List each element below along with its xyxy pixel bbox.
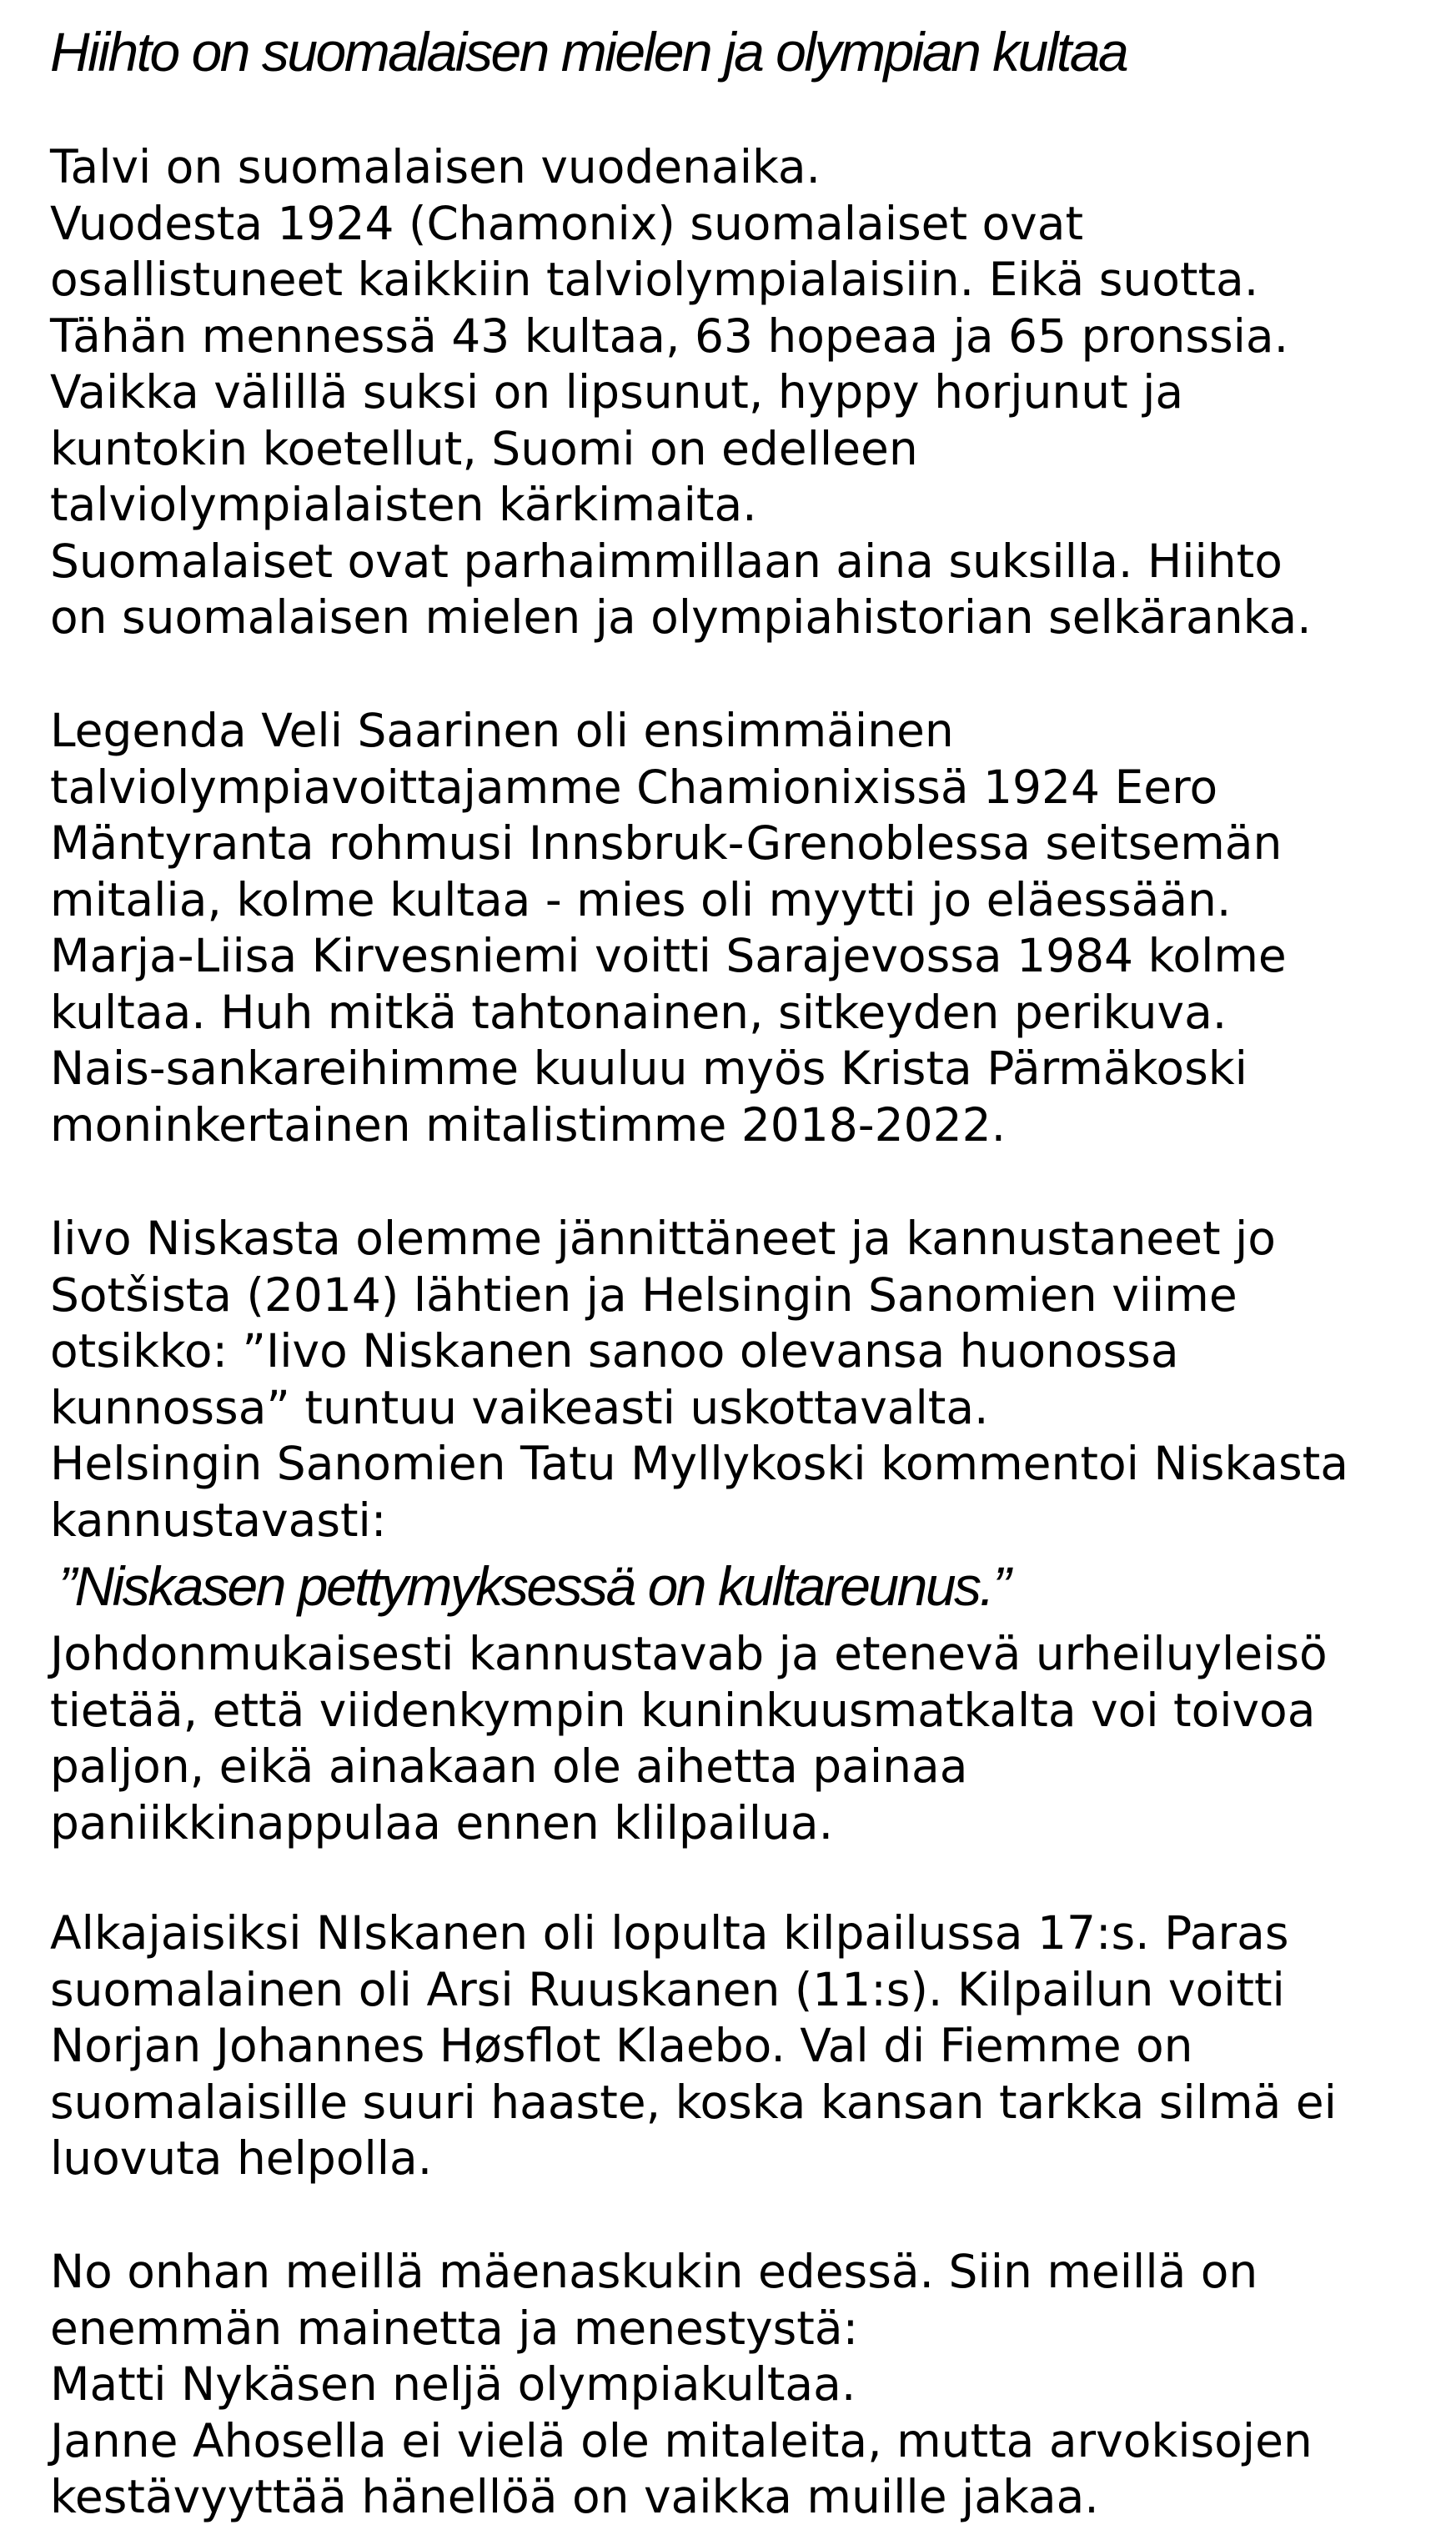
text-line: Marja-Liisa Kirvesniemi voitti Sarajevossa 1984 kolme <box>50 929 1287 982</box>
paragraph-audience <box>50 1626 1328 1851</box>
text-line: Helsingin Sanomien Tatu Myllykoski kommentoi Niskasta <box>50 1437 1348 1490</box>
text-line: Matti Nykäsen neljä olympiakultaa. <box>50 2357 856 2411</box>
text-line: Alkajaisiksi NIskanen oli lopulta kilpailussa 17:s. Paras <box>50 1906 1289 1960</box>
text-line: talviolympialaisten kärkimaita. <box>50 478 757 531</box>
text-line: Iivo Niskasta olemme jännittäneet ja kannustaneet jo <box>50 1212 1276 1265</box>
text-line: Vuodesta 1924 (Chamonix) suomalaiset ovat <box>50 196 1084 250</box>
text-line: Talvi on suomalaisen vuodenaika. <box>50 140 821 193</box>
text-line: luovuta helpolla. <box>50 2131 433 2185</box>
text-line: paljon, eikä ainakaan ole aihetta painaa <box>50 1739 968 1793</box>
text-line: Tähän mennessä 43 kultaa, 63 hopeaa ja 65 pronssia. <box>50 309 1289 363</box>
text-line: kestävyyttää hänellöä on vaikka muille jakaa. <box>50 2470 1099 2523</box>
pull-quote: ”Niskasen pettymyksessä on kultareunus.” <box>58 1555 1009 1617</box>
paragraph-olympic-history <box>50 139 1312 646</box>
text-line: suomalaisille suuri haaste, koska kansan tarkka silmä ei <box>50 2075 1337 2129</box>
text-line: kultaa. Huh mitkä tahtonainen, sitkeyden perikuva. <box>50 985 1228 1039</box>
text-line: paniikkinappulaa ennen klilpailua. <box>50 1795 834 1850</box>
text-line: tietää, että viidenkympin kuninkuusmatkalta voi toivoa <box>50 1683 1316 1737</box>
text-line: on suomalaisen mielen ja olympiahistorian selkäranka. <box>50 590 1312 644</box>
text-line: Norjan Johannes Høsflot Klaebo. Val di Fiemme on <box>50 2019 1193 2072</box>
text-line: moninkertainen mitalistimme 2018-2022. <box>50 1097 1007 1152</box>
paragraph-niskanen <box>50 1211 1348 1549</box>
text-line: kuntokin koetellut, Suomi on edelleen <box>50 421 918 475</box>
text-line: osallistuneet kaikkiin talviolympialaisiin. Eikä suotta. <box>50 253 1259 306</box>
text-line: Vaikka välillä suksi on lipsunut, hyppy horjunut ja <box>50 365 1184 419</box>
text-line: Mäntyranta rohmusi Innsbruk-Grenoblessa seitsemän <box>50 816 1283 870</box>
text-line: Janne Ahosella ei vielä ole mitaleita, mutta arvokisojen <box>50 2413 1313 2467</box>
text-line: enemmän mainetta ja menestystä: <box>50 2301 859 2355</box>
paragraph-ski-jumping <box>50 2244 1313 2526</box>
text-line: Legenda Veli Saarinen oli ensimmäinen <box>50 704 954 757</box>
text-line: otsikko: ”Iivo Niskanen sanoo olevansa huonossa <box>50 1324 1179 1378</box>
article-title: Hiihto on suomalaisen mielen ja olympian kultaa <box>50 21 1127 83</box>
text-line: kunnossa” tuntuu vaikeasti uskottavalta. <box>50 1380 989 1434</box>
text-line: suomalainen oli Arsi Ruuskanen (11:s). Kilpailun voitti <box>50 1962 1285 2016</box>
text-line: kannustavasti: <box>50 1493 387 1547</box>
text-line: mitalia, kolme kultaa - mies oli myytti jo eläessään. <box>50 872 1232 926</box>
text-line: talviolympiavoittajamme Chamionixissä 1924 Eero <box>50 760 1218 814</box>
text-line: Suomalaiset ovat parhaimmillaan aina suksilla. Hiihto <box>50 534 1283 588</box>
text-line: Nais-sankareihimme kuuluu myös Krista Pärmäkoski <box>50 1042 1248 1095</box>
paragraph-results <box>50 1905 1337 2187</box>
text-line: No onhan meillä mäenaskukin edessä. Siin meillä on <box>50 2245 1258 2298</box>
paragraph-legends <box>50 703 1287 1153</box>
text-line: Sotšista (2014) lähtien ja Helsingin Sanomien viime <box>50 1267 1238 1322</box>
text-line: Johdonmukaisesti kannustavab ja etenevä urheiluyleisö <box>50 1627 1328 1680</box>
